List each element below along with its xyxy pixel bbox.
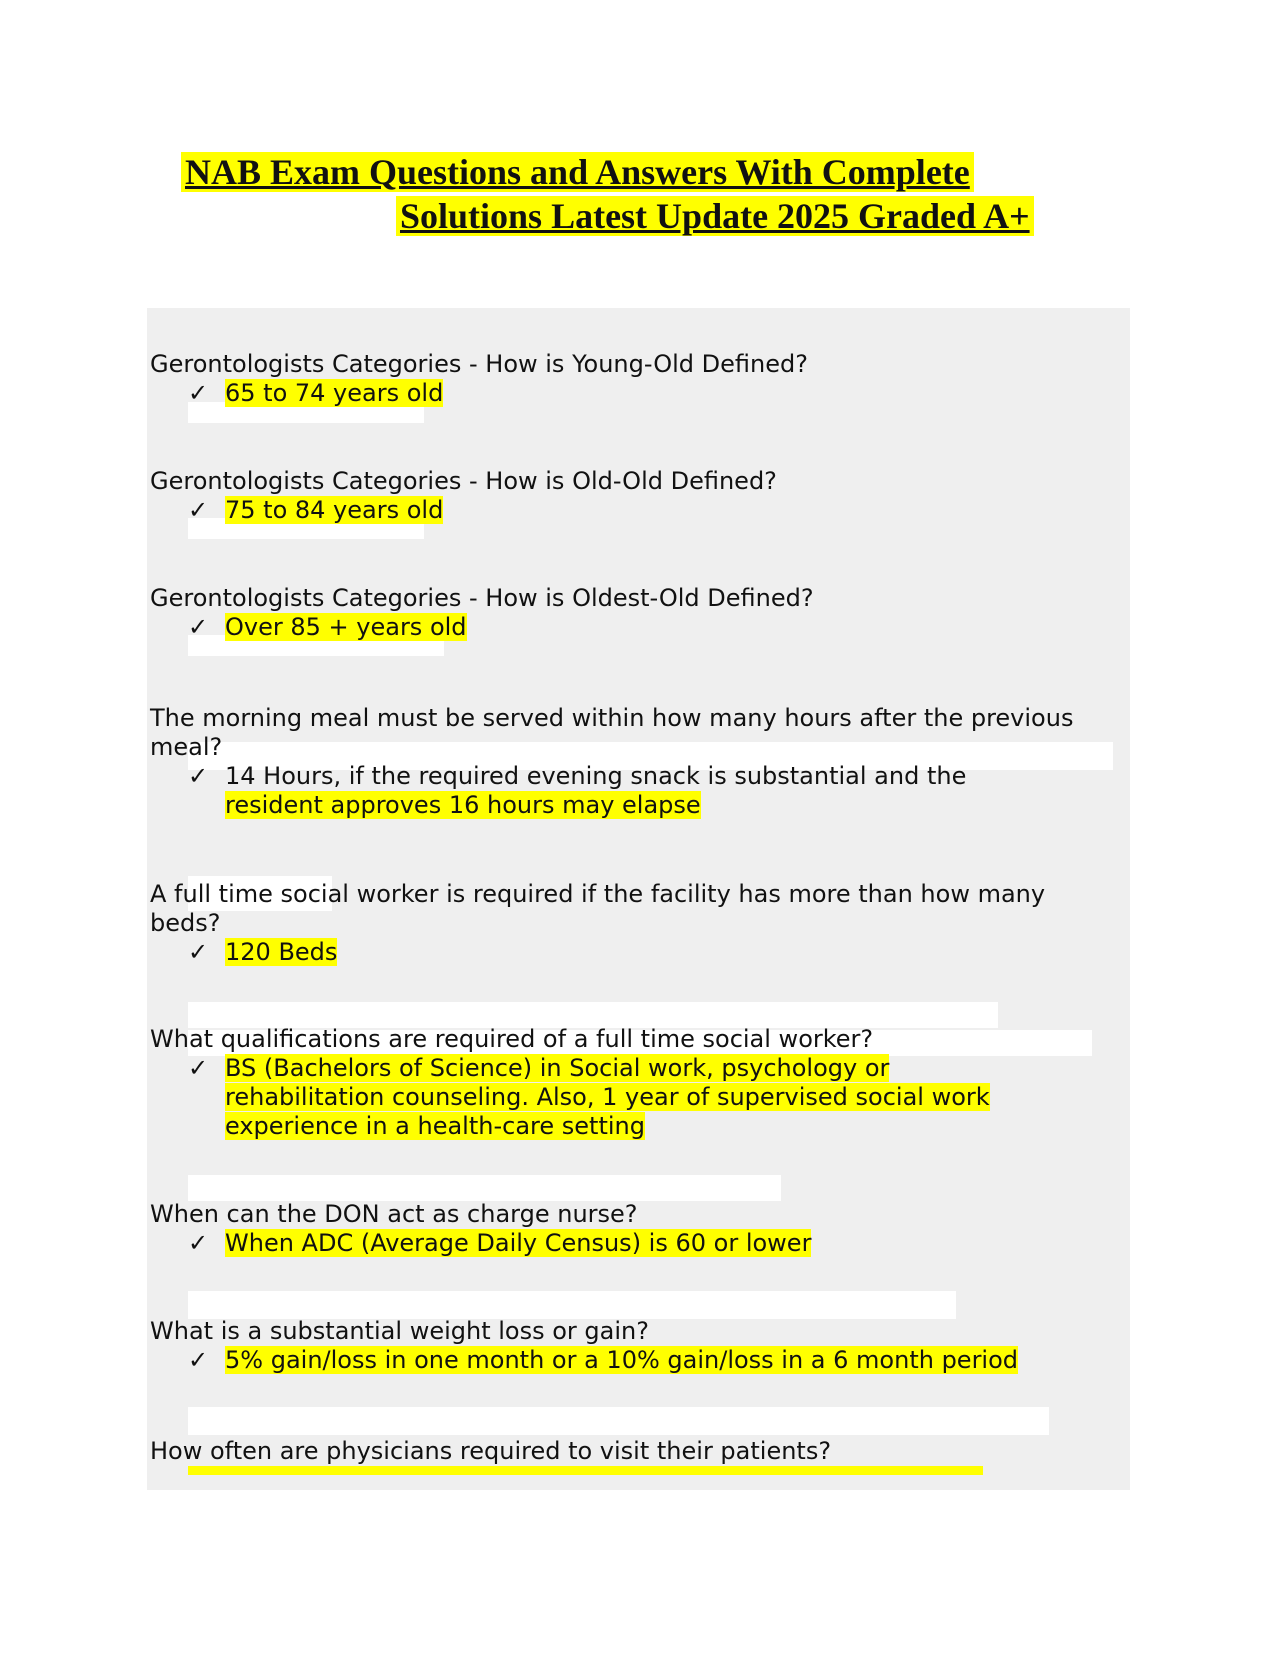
answer bbox=[150, 1229, 1110, 1258]
document-title-line-1: NAB Exam Questions and Answers With Complete bbox=[181, 152, 974, 192]
check-mark-icon: ✓ bbox=[188, 762, 209, 790]
check-mark-icon: ✓ bbox=[188, 379, 209, 407]
answer-line: experience in a health-care setting bbox=[225, 1112, 645, 1140]
answer bbox=[150, 938, 1110, 967]
answer-line: 14 Hours, if the required evening snack is substantial and the bbox=[225, 762, 967, 790]
qa-item bbox=[150, 467, 1110, 525]
question-text: Gerontologists Categories - How is Young-Old Defined? bbox=[150, 350, 808, 378]
qa-item bbox=[150, 584, 1110, 642]
qa-item bbox=[150, 1317, 1110, 1375]
answer bbox=[150, 613, 1110, 642]
answer-line: 5% gain/loss in one month or a 10% gain/loss in a 6 month period bbox=[225, 1346, 1019, 1374]
question-text: When can the DON act as charge nurse? bbox=[150, 1200, 638, 1228]
decor-strip bbox=[188, 1175, 781, 1201]
check-mark-icon: ✓ bbox=[188, 496, 209, 524]
check-mark-icon: ✓ bbox=[188, 938, 209, 966]
answer-line: resident approves 16 hours may elapse bbox=[225, 791, 701, 819]
question-text: Gerontologists Categories - How is Oldest-Old Defined? bbox=[150, 584, 814, 612]
question-text: A full time social worker is required if the facility has more than how many beds? bbox=[150, 880, 1046, 937]
answer-line: 65 to 74 years old bbox=[225, 379, 444, 407]
qa-item bbox=[150, 1200, 1110, 1258]
question-text: Gerontologists Categories - How is Old-Old Defined? bbox=[150, 467, 777, 495]
answer bbox=[150, 1346, 1110, 1375]
qa-item bbox=[150, 1437, 1110, 1466]
check-mark-icon: ✓ bbox=[188, 613, 209, 641]
qa-item bbox=[150, 880, 1110, 967]
question-text: What is a substantial weight loss or gain? bbox=[150, 1317, 649, 1345]
question-text: How often are physicians required to visit their patients? bbox=[150, 1437, 832, 1465]
answer-line: 75 to 84 years old bbox=[225, 496, 444, 524]
qa-item bbox=[150, 704, 1110, 820]
question-text: What qualifications are required of a full time social worker? bbox=[150, 1025, 874, 1053]
decor-highlight-strip bbox=[188, 1466, 983, 1475]
question-text: The morning meal must be served within how many hours after the previous meal? bbox=[150, 704, 1074, 761]
answer-line: rehabilitation counseling. Also, 1 year of supervised social work bbox=[225, 1083, 990, 1111]
check-mark-icon: ✓ bbox=[188, 1054, 209, 1082]
qa-item bbox=[150, 1025, 1110, 1141]
answer bbox=[150, 762, 1110, 820]
answer bbox=[150, 379, 1110, 408]
decor-strip bbox=[188, 1407, 1049, 1435]
check-mark-icon: ✓ bbox=[188, 1346, 209, 1374]
qa-item bbox=[150, 350, 1110, 408]
answer-line: BS (Bachelors of Science) in Social work, psychology or bbox=[225, 1054, 890, 1082]
check-mark-icon: ✓ bbox=[188, 1229, 209, 1257]
document-title-line-2: Solutions Latest Update 2025 Graded A+ bbox=[396, 196, 1034, 236]
answer-line: Over 85 + years old bbox=[225, 613, 467, 641]
answer bbox=[150, 1054, 1110, 1141]
answer-line: When ADC (Average Daily Census) is 60 or lower bbox=[225, 1229, 812, 1257]
decor-strip bbox=[188, 1291, 956, 1319]
answer-line: 120 Beds bbox=[225, 938, 338, 966]
answer bbox=[150, 496, 1110, 525]
